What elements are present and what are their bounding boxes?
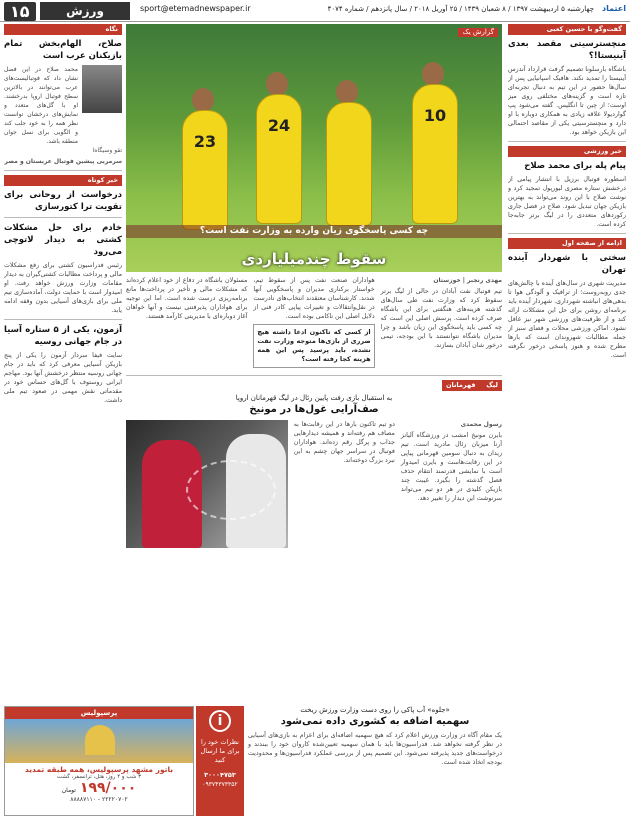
ucl-title[interactable]: صف‌آرایی غول‌ها در مونیخ [249, 404, 379, 415]
player-number: 24 [267, 116, 291, 135]
hero-photo[interactable] [126, 24, 502, 272]
ad-header: پرسپولیس [5, 707, 193, 719]
left-title-3[interactable]: خادم برای حل مشکلات کشتی به دیدار لاتوچی می‌رود [4, 223, 122, 257]
bottom-kicker: «جلوه» آب پاکی را روی دست وزارت ورزش ریخت [300, 706, 450, 714]
right-body-2: اسطوره فوتبال برزیل با انتشار پیامی از درخشش ستاره مصری لیورپول تمجید کرد و نوشت صلاح با این روند می‌تواند به بهترین بازیکن جهان تبدیل شود. صلاح در فصل جاری رکوردهای متعددی را در لیگ برتر جابه‌جا کرده است. [508, 176, 626, 228]
player-head [336, 80, 358, 104]
feedback-sms[interactable]: ۳۰۰۰۴۷۵۳ [204, 771, 236, 779]
hero-title[interactable]: سقوط چندمیلیاردی [241, 250, 387, 268]
left-column [4, 24, 122, 702]
feedback-box[interactable] [196, 706, 244, 816]
ad-price: ۱۹۹/۰۰۰ [79, 780, 137, 796]
article-paragraph: مسئولان باشگاه در دفاع از خود اعلام کرده‌اند که مشکلات مالی و تأخیر در پرداخت‌ها مانع برنامه‌ریزی درست شده است. اما این توجیه برای هواداران پذیرفتنی نیست و آنها خواهان آغاز دوباره‌ای با مدیریتی کارآمد هستند. [126, 277, 248, 320]
ad-image [5, 719, 193, 763]
ucl-body-2: دو تیم تاکنون بارها در این رقابت‌ها به مصاف هم رفته‌اند و همیشه دیدارهایی جذاب و پرگل رقم زده‌اند. هواداران فوتبال در سراسر جهان چشم به این نبرد بزرگ دوخته‌اند. [293, 421, 395, 464]
pull-quote: از کسی که تاکنون ادعا داشته هیچ ضرری از بازی‌ها متوجه وزارت نفت نشده، باید پرسید پس این همه هزینه کجا رفته است؟ [253, 324, 374, 368]
divider [126, 375, 502, 376]
ad-phone[interactable]: ۸۸۸۸۷۱۱۰ - ۲۲۲۲۰۷۰۲ [70, 796, 128, 803]
player-head [192, 88, 214, 112]
player-head [422, 62, 444, 86]
article-paragraph: تیم فوتبال نفت آبادان در حالی از لیگ برتر سقوط کرد که وزارت نفت طی سال‌های گذشته هزینه‌های هنگفتی برای این باشگاه صرف کرده است. پرسش اصلی این است که چه کسی باید پاسخگوی این زیان باشد و چرا مدیران باشگاه نتوانستند با این بودجه، تیمی درخور شان آبادان بسازند. [380, 288, 502, 349]
divider [4, 170, 122, 171]
newspaper-logo: اعتماد [602, 4, 626, 13]
hero-subtitle: چه کسی پاسخگوی زیان وارده به وزارت نفت است؟ [126, 225, 502, 238]
section-email[interactable]: sport@etemadnewspaper.ir [140, 4, 251, 13]
article-paragraph: هواداران صنعت نفت پس از سقوط تیم، خواستار برکناری مدیران و پاسخگویی آنها شدند. کارشناسان معتقدند انتخاب‌های نادرست در نقل‌وانتقالات و تغییرات پیاپی کادر فنی از دلایل اصلی این ناکامی بوده است. [253, 277, 375, 320]
ad-title: باتور مشهد پرسپولیس، همه طبقه تمدید [24, 765, 174, 774]
player-figure [182, 110, 228, 230]
ucl-kicker: به استقبال بازی رفت پایین رئال در لیگ قهرمانان اروپا [235, 394, 393, 402]
info-icon: i [209, 710, 231, 732]
right-title-1[interactable]: منچستر‌سیتی مقصد بعدی آینیستا!؟ [508, 39, 626, 61]
divider [4, 217, 122, 218]
divider [508, 141, 626, 142]
author-photo [82, 65, 122, 113]
left-title-1[interactable]: صلاح، الهام‌بخش تمام بازیکنان عرب است [4, 39, 122, 61]
shrine-dome [85, 725, 115, 755]
right-column [508, 24, 626, 704]
right-tag-2: خبر ورزشی [508, 146, 626, 157]
player-number: 23 [193, 132, 217, 151]
ucl-photo[interactable] [126, 420, 288, 548]
player-figure [256, 94, 302, 224]
player-number: 10 [423, 106, 447, 125]
left-body-4: سایت فیفا سردار آزمون را یکی از پنج بازیکن آسیایی معرفی کرد که باید در جام جهانی روسیه منتظر درخشش آنها بود. مهاجم ایرانی روستوف با گل‌های حساس خود در مقدماتی نقش مهمی در صعود تیم ملی داشت. [4, 352, 122, 404]
right-body-3: مدیریت شهری در سال‌های آینده با چالش‌های جدی روبه‌روست؛ از ترافیک و آلودگی هوا تا بدهی‌های انباشته شهرداری. شهردار آینده باید برنامه‌ای روشن برای حل این مشکلات ارائه کند و از ظرفیت‌های ورزشی شهر نیز غافل نشود. اماکن ورزشی محلات و فضای سبز از جمله مطالبات شهروندان است که بارها مطرح شده و هنوز پاسخی درخور نگرفته است. [508, 280, 626, 359]
bottom-title[interactable]: سهمیه اضافه به کشوری داده نمی‌شود [280, 716, 470, 727]
ucl-article [126, 420, 502, 548]
left-signature: سرمربی پیشین فوتبال عربستان و مصر [4, 158, 122, 165]
section-title: ورزش [40, 2, 130, 20]
left-title-2[interactable]: درخواست از روحانی برای تقویت ترا کتورسازی [4, 190, 122, 212]
hero-tag: گزارش یک [458, 28, 498, 37]
right-title-3[interactable]: سختی با شهردار آینده تهران [508, 253, 626, 275]
issue-date: چهارشنبه ۵ اردیبهشت ۱۳۹۷ / ۸ شعبان ۱۴۳۹ / ۲۵ آوریل ۲۰۱۸ / سال پانزدهم / شماره ۴۰۷۴ [327, 5, 594, 13]
left-author-name: تقو وسیگاه‌ا [92, 147, 122, 154]
left-body-1: محمد صلاح در این فصل نشان داد که فوتبالیست‌های عرب می‌توانند در بالاترین سطح فوتبال اروپا بدرخشند. او با گل‌های متعدد و نمایش‌های درخشان توانست نظر همه را به خود جلب کند و الگویی برای نسل جوان منطقه باشد. [4, 66, 78, 145]
page-header [0, 0, 630, 22]
ad-currency: تومان [61, 787, 76, 794]
travel-ad[interactable] [4, 706, 194, 816]
player-figure [412, 84, 458, 224]
ucl-byline: رسول محمدی [460, 421, 502, 428]
player-figure [326, 102, 372, 226]
left-title-4[interactable]: آزمون، یکی از ۵ ستاره آسیا در جام جهانی روسیه [4, 325, 122, 347]
left-tag-1: نگاه [4, 24, 122, 35]
left-body-3: رئیس فدراسیون کشتی برای رفع مشکلات مالی و پرداخت مطالبات کشتی‌گیران به دیدار مقامات وزارت ورزش خواهد رفت. او امیدوار است با حمایت دولت، آماده‌سازی تیم ملی برای بازی‌های آسیایی بدون وقفه ادامه یابد. [4, 262, 122, 314]
ucl-body: بایرن مونیخ امشب در ورزشگاه آلیانز آرنا میزبان رئال مادرید است. تیم زیدان به دنبال سومین قهرمانی پیاپی در این رقابت‌هاست و بایرن امیدوار است با نمایشی قدرتمند انتقام حذف فصل گذشته را بگیرد. غیبت چند بازیکن کلیدی در هر دو تیم می‌تواند سرنوشت این دیدار را تغییر دهد. [400, 432, 502, 502]
ad-price-row [5, 780, 193, 796]
center-column [126, 24, 502, 704]
player-head [266, 72, 288, 96]
left-tag-2: خبر کوتاه [4, 175, 122, 186]
divider [508, 233, 626, 234]
divider [4, 319, 122, 320]
trophy-graphic [186, 460, 276, 520]
article-byline: مهدی رنجبر | خوزستان [433, 277, 502, 284]
page-number: ۱۵ [4, 2, 36, 21]
left-author-block [4, 65, 122, 146]
ucl-tag: لیگ قهرمانان اروپا [442, 380, 502, 391]
main-article [126, 276, 502, 371]
right-tag-1: گفت‌وگو با حسین کعبی [508, 24, 626, 35]
bottom-article [248, 706, 502, 767]
right-tag-3: ادامه از صفحه اول [508, 238, 626, 249]
feedback-label: نظرات خود را برای ما ارسال کنید [200, 738, 240, 764]
right-body-1: باشگاه بارسلونا تصمیم گرفت قرارداد آندرس آینیستا را تمدید نکند. هافبک اسپانیایی پس از سال‌ها حضور در این تیم به دنبال تجربه‌ای تازه است و گزینه‌های مختلفی روی میز اوست؛ از چین تا انگلیس. گفته می‌شود پپ گواردیولا علاقه زیادی به همکاری دوباره با او دارد و منچسترسیتی یکی از مقاصد احتمالی این بازیکن خواهد بود. [508, 66, 626, 136]
right-title-2[interactable]: پیام پله برای محمد صلاح [524, 161, 626, 171]
bottom-body: یک مقام آگاه در وزارت ورزش اعلام کرد که هیچ سهمیه اضافه‌ای برای اعزام به بازی‌های آسیایی در نظر گرفته نخواهد شد. فدراسیون‌ها باید با همان سهمیه تعیین‌شده کاروان خود را ببندند و درخواست‌های جدید پذیرفته نمی‌شود. این تصمیم پس از بررسی عملکرد فدراسیون‌ها و محدودیت بودجه اتخاذ شده است. [248, 732, 502, 766]
ad-subtitle: ۳ شب و ۴ روز، هتل، ترانسفر، گشت [56, 774, 142, 780]
feedback-phone[interactable]: ۰۹۳۷۴۳۷۳۳۵۲ [202, 781, 238, 788]
